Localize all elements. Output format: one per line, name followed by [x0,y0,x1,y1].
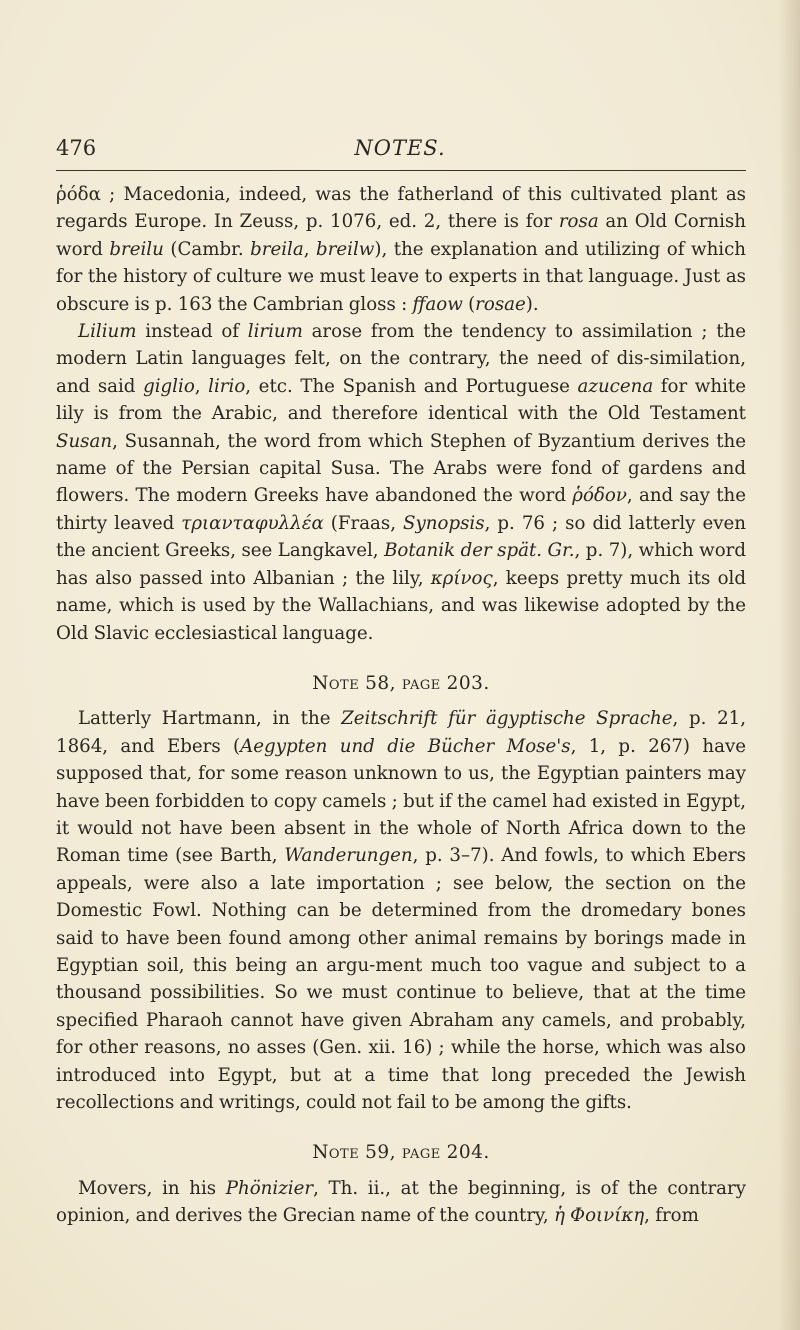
note-59-heading: Note 59, page 204. [312,1142,490,1164]
page-header [56,136,744,162]
paragraph-lily: Lilium instead of lirium arose from the tendency to assimilation ; the modern Latin languages felt, on the contrary, the need of dis-similation, and said giglio, lirio, etc. The Spanish and Portuguese azucena for white lily is from the Arabic, and therefore identical with the Old Testament Susan, Susannah, the word from which Stephen of Byzantium derives the name of the Persian capital Susa. The Arabs were fond of gardens and flowers. The modern Greeks have abandoned the word ῥόδον, and say the thirty leaved τριανταφυλλέα (Fraas, Synopsis, p. 76 ; so did latterly even the ancient Greeks, see Langkavel, Botanik der spät. Gr., p. 7), which word has also passed into Albanian ; the lily, κρίνος, keeps pretty much its old name, which is used by the Wallachians, and was likewise adopted by the Old Slavic ecclesiastical language. [56,321,747,644]
note-58-heading: Note 58, page 203. [312,672,490,694]
paragraph-phoenicia: Movers, in his Phönizier, Th. ii., at the beginning, is of the contrary opinion, and derives the Grecian name of the country, ἡ Φοινίκη, from [56,1177,746,1227]
body-text [56,181,746,1230]
page-edge-shadow [778,0,800,1330]
page-number: 476 [56,136,97,160]
running-head: NOTES. [354,136,446,160]
header-rule [56,170,746,171]
paragraph-camels: Latterly Hartmann, in the Zeitschrift für ägyptische Sprache, p. 21, 1864, and Ebers (Aegypten und die Bücher Mose's, 1, p. 267) have supposed that, for some reason unknown to us, the Egyptian painters may have been forbidden to copy camels ; but if the camel had existed in Egypt, it would not have been absent in the whole of North Africa down to the Roman time (see Barth, Wanderungen, p. 3–7). And fowls, to which Ebers appeals, were also a late importation ; see below, the section on the Domestic Fowl. Nothing can be determined from the dromedary bones said to have been found among other animal remains by borings made in Egyptian soil, this being an argu-ment much too vague and subject to a thousand possibilities. So we must continue to believe, that at the time specified Pharaoh cannot have given Abraham any camels, and probably, for other reasons, no asses (Gen. xii. 16) ; while the horse, which was also introduced into Egypt, but at a time that long preceded the Jewish recollections and writings, could not fail to be among the gifts. [56,708,746,1113]
paragraph-roses: ῥόδα ; Macedonia, indeed, was the fatherland of this cultivated plant as regards Europe. In Zeuss, p. 1076, ed. 2, there is for rosa an Old Cornish word breilu (Cambr. breila, breilw), the explanation and utilizing of which for the history of culture we must leave to experts in that language. Just as obscure is p. 163 the Cambrian gloss : ffaow (rosae). [56,184,746,315]
